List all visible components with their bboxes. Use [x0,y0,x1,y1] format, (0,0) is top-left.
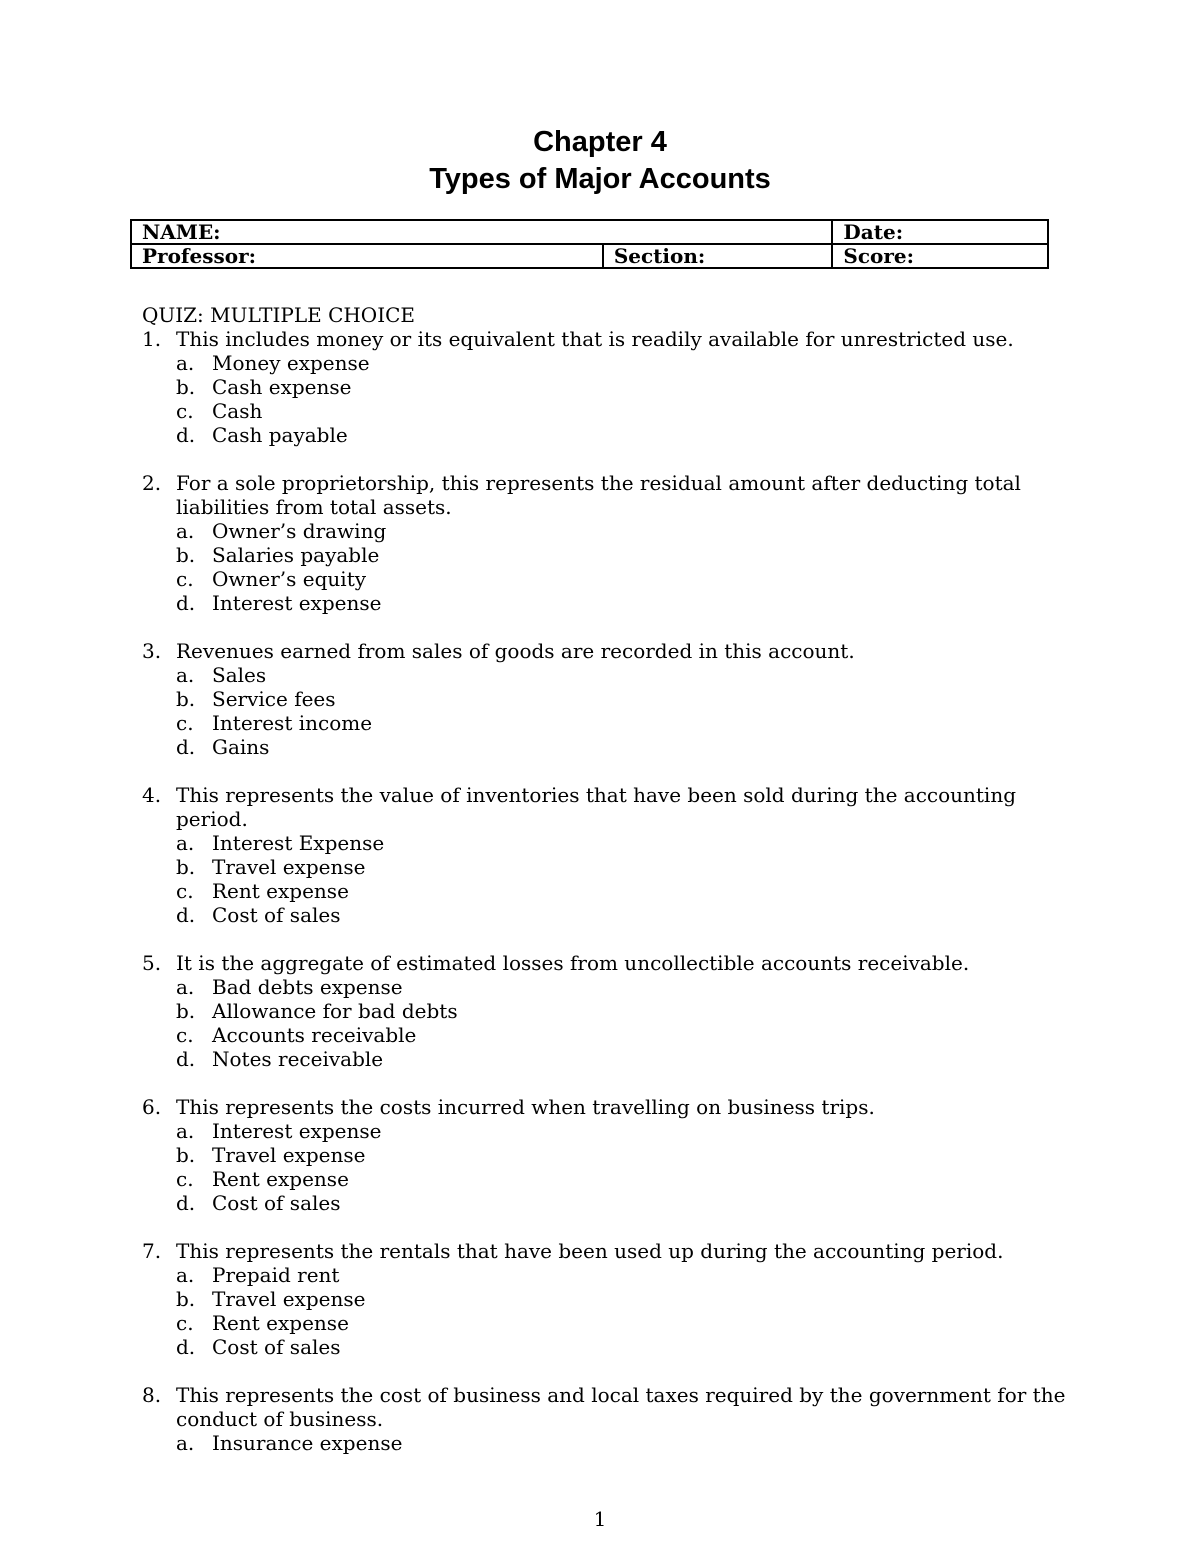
option-letter: a. [176,663,195,687]
question-text: This represents the rentals that have been used up during the accounting period. [176,1239,1004,1263]
question-stem [142,639,1082,663]
question-number: 7. [142,1239,162,1263]
answer-option[interactable] [142,1143,1082,1167]
option-letter: a. [176,831,195,855]
answer-option[interactable] [142,879,1082,903]
answer-option[interactable] [142,351,1082,375]
option-text: Owner’s equity [212,567,367,591]
option-letter: b. [176,1143,196,1167]
question-item [142,471,1082,615]
question-item [142,783,1082,927]
option-text: Cost of sales [212,1191,341,1215]
option-text: Travel expense [212,1143,366,1167]
answer-option[interactable] [142,1191,1082,1215]
answer-option[interactable] [142,567,1082,591]
name-field[interactable]: NAME: [131,220,832,244]
question-number: 4. [142,783,162,807]
answer-option[interactable] [142,1023,1082,1047]
question-number: 1. [142,327,162,351]
question-number: 6. [142,1095,162,1119]
option-letter: a. [176,351,195,375]
professor-field[interactable]: Professor: [131,244,603,268]
score-field[interactable]: Score: [832,244,1048,268]
question-text: This represents the value of inventories that have been sold during the accounting period. [176,783,1017,831]
question-number: 5. [142,951,162,975]
question-number: 3. [142,639,162,663]
option-text: Prepaid rent [212,1263,340,1287]
question-item [142,951,1082,1071]
answer-option[interactable] [142,711,1082,735]
option-letter: d. [176,903,196,927]
question-text: This represents the cost of business and local taxes required by the government for the conduct of business. [176,1383,1066,1431]
option-text: Allowance for bad debts [212,999,458,1023]
option-text: Gains [212,735,270,759]
option-letter: d. [176,423,196,447]
answer-option[interactable] [142,663,1082,687]
answer-option[interactable] [142,1167,1082,1191]
option-letter: d. [176,1047,196,1071]
answer-option[interactable] [142,687,1082,711]
option-text: Cost of sales [212,1335,341,1359]
question-stem [142,471,1082,519]
option-letter: a. [176,519,195,543]
question-stem [142,1239,1082,1263]
option-letter: c. [176,567,194,591]
option-text: Rent expense [212,1311,349,1335]
question-stem [142,1383,1082,1431]
question-text: Revenues earned from sales of goods are recorded in this account. [176,639,855,663]
quiz-heading: QUIZ: MULTIPLE CHOICE [142,303,416,327]
info-row-name [131,220,1048,244]
answer-option[interactable] [142,1119,1082,1143]
option-letter: d. [176,1335,196,1359]
answer-option[interactable] [142,1335,1082,1359]
option-text: Owner’s drawing [212,519,387,543]
question-item [142,1095,1082,1215]
option-letter: a. [176,1263,195,1287]
option-letter: b. [176,375,196,399]
answer-option[interactable] [142,591,1082,615]
answer-option[interactable] [142,831,1082,855]
option-text: Interest income [212,711,373,735]
answer-option[interactable] [142,399,1082,423]
option-letter: a. [176,1119,195,1143]
question-number: 2. [142,471,162,495]
option-letter: b. [176,543,196,567]
page-title: Types of Major Accounts [429,163,771,195]
option-text: Rent expense [212,1167,349,1191]
question-item [142,1239,1082,1359]
option-letter: d. [176,591,196,615]
answer-option[interactable] [142,999,1082,1023]
answer-option[interactable] [142,735,1082,759]
question-stem [142,327,1082,351]
quiz-section [142,303,1082,1479]
option-letter: c. [176,399,194,423]
option-letter: b. [176,855,196,879]
option-letter: c. [176,711,194,735]
question-item [142,327,1082,447]
option-text: Salaries payable [212,543,380,567]
question-item [142,639,1082,759]
option-text: Rent expense [212,879,349,903]
option-text: Cost of sales [212,903,341,927]
answer-option[interactable] [142,975,1082,999]
question-stem [142,1095,1082,1119]
answer-option[interactable] [142,1431,1082,1455]
option-letter: d. [176,735,196,759]
question-number: 8. [142,1383,162,1407]
question-stem [142,783,1082,831]
option-letter: b. [176,999,196,1023]
answer-option[interactable] [142,375,1082,399]
info-row-professor [131,244,1048,268]
option-letter: c. [176,1311,194,1335]
option-letter: d. [176,1191,196,1215]
option-text: Cash [212,399,263,423]
chapter-heading: Chapter 4 [533,126,667,158]
answer-option[interactable] [142,1047,1082,1071]
student-info-table [130,219,1049,269]
question-list [142,327,1082,1455]
option-letter: c. [176,879,194,903]
question-text: This includes money or its equivalent that is readily available for unrestricted use. [176,327,1014,351]
option-letter: b. [176,687,196,711]
option-text: Travel expense [212,1287,366,1311]
answer-option[interactable] [142,903,1082,927]
question-text: This represents the costs incurred when travelling on business trips. [176,1095,875,1119]
answer-option[interactable] [142,423,1082,447]
option-letter: a. [176,1431,195,1455]
option-text: Cash payable [212,423,348,447]
option-text: Cash expense [212,375,352,399]
option-text: Travel expense [212,855,366,879]
option-text: Interest expense [212,1119,382,1143]
option-text: Money expense [212,351,370,375]
answer-option[interactable] [142,855,1082,879]
answer-option[interactable] [142,543,1082,567]
answer-option[interactable] [142,1287,1082,1311]
date-field[interactable]: Date: [832,220,1048,244]
option-letter: c. [176,1023,194,1047]
option-text: Interest Expense [212,831,385,855]
option-text: Service fees [212,687,336,711]
option-text: Bad debts expense [212,975,403,999]
question-item [142,1383,1082,1455]
question-stem [142,951,1082,975]
section-field[interactable]: Section: [603,244,833,268]
question-text: It is the aggregate of estimated losses from uncollectible accounts receivable. [176,951,970,975]
answer-option[interactable] [142,519,1082,543]
answer-option[interactable] [142,1263,1082,1287]
option-text: Insurance expense [212,1431,403,1455]
page-number: 1 [593,1507,607,1531]
option-text: Accounts receivable [212,1023,417,1047]
option-text: Notes receivable [212,1047,384,1071]
option-text: Interest expense [212,591,382,615]
option-text: Sales [212,663,267,687]
option-letter: b. [176,1287,196,1311]
question-text: For a sole proprietorship, this represents the residual amount after deducting total liabilities from total assets. [176,471,1021,519]
option-letter: a. [176,975,195,999]
answer-option[interactable] [142,1311,1082,1335]
option-letter: c. [176,1167,194,1191]
